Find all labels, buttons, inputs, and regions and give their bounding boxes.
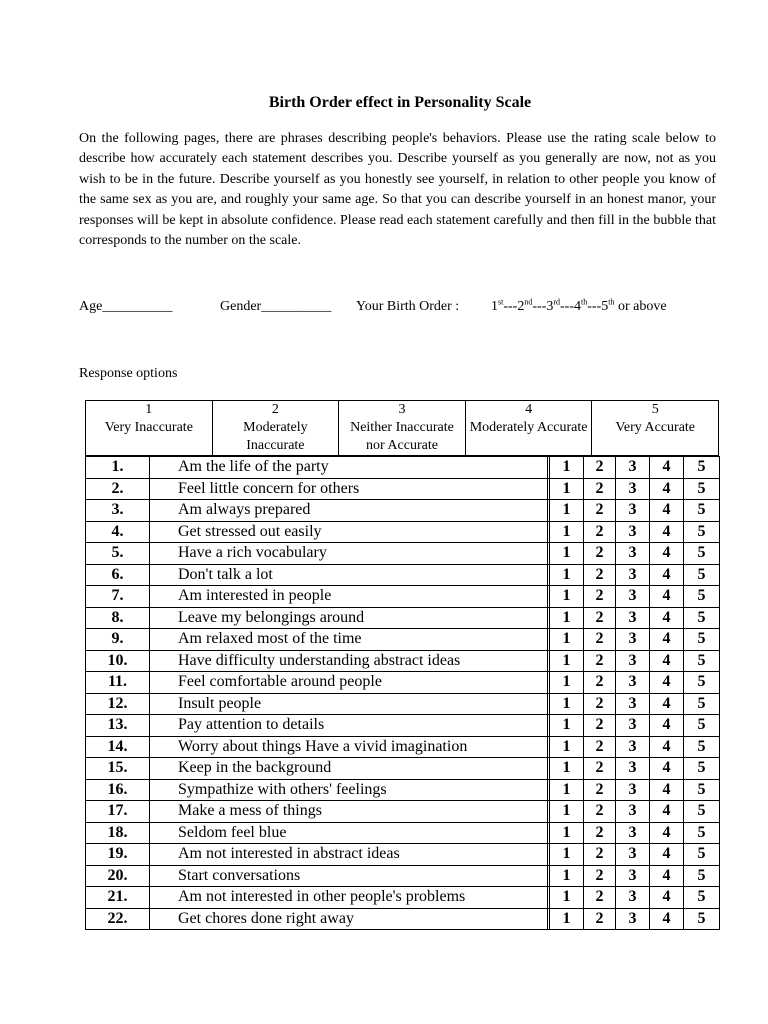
scale-label: Moderately Accurate xyxy=(469,420,588,435)
item-statement: Am always prepared xyxy=(150,500,548,522)
rating-option-5[interactable]: 5 xyxy=(684,779,720,801)
item-statement: Get stressed out easily xyxy=(150,521,548,543)
rating-option-2[interactable]: 2 xyxy=(584,715,616,737)
scale-label: Very Inaccurate xyxy=(104,420,193,435)
table-row xyxy=(86,543,720,565)
items-table xyxy=(85,456,720,930)
rating-option-2[interactable]: 2 xyxy=(584,693,616,715)
item-statement: Am interested in people xyxy=(150,586,548,608)
rating-option-1[interactable]: 1 xyxy=(550,736,584,758)
item-number: 1. xyxy=(86,457,150,479)
rating-option-4[interactable]: 4 xyxy=(650,844,684,866)
birth-order-1: 1 xyxy=(491,299,498,314)
rating-option-1[interactable]: 1 xyxy=(550,543,584,565)
rating-option-1[interactable]: 1 xyxy=(550,629,584,651)
rating-option-3[interactable]: 3 xyxy=(616,500,650,522)
rating-option-2[interactable]: 2 xyxy=(584,887,616,909)
table-row xyxy=(86,521,720,543)
rating-option-1[interactable]: 1 xyxy=(550,521,584,543)
item-number: 13. xyxy=(86,715,150,737)
rating-option-3[interactable]: 3 xyxy=(616,693,650,715)
rating-option-1[interactable]: 1 xyxy=(550,457,584,479)
gender-field[interactable]: Gender__________ xyxy=(220,299,332,314)
rating-option-4[interactable]: 4 xyxy=(650,693,684,715)
item-statement: Pay attention to details xyxy=(150,715,548,737)
table-row xyxy=(86,865,720,887)
scale-option xyxy=(592,401,719,456)
table-row xyxy=(86,672,720,694)
birth-order-2-suffix: nd xyxy=(524,297,533,307)
scale-option xyxy=(212,401,339,456)
rating-option-5[interactable]: 5 xyxy=(684,650,720,672)
rating-option-1[interactable]: 1 xyxy=(550,822,584,844)
rating-option-5[interactable]: 5 xyxy=(684,500,720,522)
rating-option-3[interactable]: 3 xyxy=(616,521,650,543)
rating-option-5[interactable]: 5 xyxy=(684,586,720,608)
item-number: 7. xyxy=(86,586,150,608)
rating-option-2[interactable]: 2 xyxy=(584,500,616,522)
table-row xyxy=(86,887,720,909)
birth-order-1-suffix: st xyxy=(498,297,504,307)
item-statement: Get chores done right away xyxy=(150,908,548,930)
scale-number: 2 xyxy=(271,402,279,417)
birth-order-label: Your Birth Order : xyxy=(356,299,460,314)
rating-option-5[interactable]: 5 xyxy=(684,865,720,887)
rating-option-2[interactable]: 2 xyxy=(584,607,616,629)
rating-option-4[interactable]: 4 xyxy=(650,672,684,694)
rating-option-3[interactable]: 3 xyxy=(616,844,650,866)
item-statement: Feel little concern for others xyxy=(150,478,548,500)
table-row xyxy=(86,629,720,651)
response-scale-table xyxy=(85,400,719,456)
birth-order-separator: --- xyxy=(587,299,602,314)
rating-option-3[interactable]: 3 xyxy=(616,715,650,737)
birth-order-3-suffix: rd xyxy=(553,297,561,307)
rating-option-3[interactable]: 3 xyxy=(616,543,650,565)
scale-option xyxy=(465,401,592,456)
rating-option-4[interactable]: 4 xyxy=(650,478,684,500)
rating-option-3[interactable]: 3 xyxy=(616,672,650,694)
table-row xyxy=(86,801,720,823)
rating-option-2[interactable]: 2 xyxy=(584,779,616,801)
scale-number: 3 xyxy=(398,402,406,417)
rating-option-4[interactable]: 4 xyxy=(650,801,684,823)
item-number: 4. xyxy=(86,521,150,543)
scale-label: Moderately Inaccurate xyxy=(243,420,308,453)
birth-order-separator: --- xyxy=(560,299,575,314)
rating-option-4[interactable]: 4 xyxy=(650,715,684,737)
table-row xyxy=(86,650,720,672)
respondent-fields xyxy=(0,299,768,319)
response-options-label: Response options xyxy=(79,366,178,381)
scale-number: 4 xyxy=(525,402,533,417)
rating-option-5[interactable]: 5 xyxy=(684,715,720,737)
item-statement: Worry about things Have a vivid imagination xyxy=(150,736,548,758)
item-number: 2. xyxy=(86,478,150,500)
item-statement: Feel comfortable around people xyxy=(150,672,548,694)
rating-option-4[interactable]: 4 xyxy=(650,500,684,522)
table-row xyxy=(86,715,720,737)
rating-option-2[interactable]: 2 xyxy=(584,672,616,694)
rating-option-3[interactable]: 3 xyxy=(616,779,650,801)
rating-option-5[interactable]: 5 xyxy=(684,672,720,694)
page-title: Birth Order effect in Personality Scale xyxy=(268,94,532,111)
rating-option-1[interactable]: 1 xyxy=(550,607,584,629)
rating-option-1[interactable]: 1 xyxy=(550,672,584,694)
rating-option-3[interactable]: 3 xyxy=(616,822,650,844)
item-number: 22. xyxy=(86,908,150,930)
rating-option-2[interactable]: 2 xyxy=(584,629,616,651)
rating-option-2[interactable]: 2 xyxy=(584,736,616,758)
birth-order-tail: or above xyxy=(614,299,667,314)
scale-label: Neither Inaccurate nor Accurate xyxy=(350,420,454,453)
item-statement: Am not interested in other people's problems xyxy=(150,887,548,909)
table-row xyxy=(86,908,720,930)
rating-option-5[interactable]: 5 xyxy=(684,844,720,866)
rating-option-5[interactable]: 5 xyxy=(684,564,720,586)
rating-option-2[interactable]: 2 xyxy=(584,457,616,479)
rating-option-1[interactable]: 1 xyxy=(550,693,584,715)
rating-option-2[interactable]: 2 xyxy=(584,801,616,823)
rating-option-3[interactable]: 3 xyxy=(616,478,650,500)
rating-option-3[interactable]: 3 xyxy=(616,736,650,758)
table-row xyxy=(86,500,720,522)
item-number: 19. xyxy=(86,844,150,866)
item-statement: Am relaxed most of the time xyxy=(150,629,548,651)
age-field[interactable]: Age__________ xyxy=(79,299,173,314)
rating-option-4[interactable]: 4 xyxy=(650,822,684,844)
rating-option-3[interactable]: 3 xyxy=(616,457,650,479)
item-number: 16. xyxy=(86,779,150,801)
item-number: 14. xyxy=(86,736,150,758)
rating-option-5[interactable]: 5 xyxy=(684,801,720,823)
scale-option xyxy=(339,401,466,456)
response-scale-row xyxy=(86,401,719,456)
birth-order-3: 3 xyxy=(546,299,554,314)
rating-option-4[interactable]: 4 xyxy=(650,908,684,930)
rating-option-1[interactable]: 1 xyxy=(550,586,584,608)
rating-option-5[interactable]: 5 xyxy=(684,521,720,543)
item-statement: Am not interested in abstract ideas xyxy=(150,844,548,866)
rating-option-3[interactable]: 3 xyxy=(616,887,650,909)
item-statement: Have difficulty understanding abstract ideas xyxy=(150,650,548,672)
item-number: 8. xyxy=(86,607,150,629)
rating-option-2[interactable]: 2 xyxy=(584,478,616,500)
rating-option-4[interactable]: 4 xyxy=(650,865,684,887)
birth-order-separator: --- xyxy=(532,299,547,314)
rating-option-2[interactable]: 2 xyxy=(584,758,616,780)
item-number: 5. xyxy=(86,543,150,565)
rating-option-1[interactable]: 1 xyxy=(550,908,584,930)
scale-number: 1 xyxy=(145,402,153,417)
item-number: 15. xyxy=(86,758,150,780)
birth-order-5: 5 xyxy=(601,299,609,314)
rating-option-3[interactable]: 3 xyxy=(616,586,650,608)
rating-option-5[interactable]: 5 xyxy=(684,758,720,780)
item-statement: Sympathize with others' feelings xyxy=(150,779,548,801)
table-row xyxy=(86,693,720,715)
table-row xyxy=(86,736,720,758)
rating-option-5[interactable]: 5 xyxy=(684,822,720,844)
rating-option-3[interactable]: 3 xyxy=(616,650,650,672)
item-statement: Don't talk a lot xyxy=(150,564,548,586)
rating-option-3[interactable]: 3 xyxy=(616,865,650,887)
rating-option-3[interactable]: 3 xyxy=(616,801,650,823)
table-row xyxy=(86,564,720,586)
rating-option-3[interactable]: 3 xyxy=(616,758,650,780)
rating-option-1[interactable]: 1 xyxy=(550,758,584,780)
table-row xyxy=(86,607,720,629)
rating-option-2[interactable]: 2 xyxy=(584,521,616,543)
rating-option-5[interactable]: 5 xyxy=(684,543,720,565)
rating-option-2[interactable]: 2 xyxy=(584,844,616,866)
scale-number: 5 xyxy=(651,402,659,417)
rating-option-4[interactable]: 4 xyxy=(650,736,684,758)
rating-option-4[interactable]: 4 xyxy=(650,564,684,586)
rating-option-3[interactable]: 3 xyxy=(616,564,650,586)
rating-option-1[interactable]: 1 xyxy=(550,801,584,823)
table-row xyxy=(86,822,720,844)
table-row xyxy=(86,844,720,866)
item-number: 3. xyxy=(86,500,150,522)
birth-order-4: 4 xyxy=(574,299,582,314)
birth-order-4-suffix: th xyxy=(581,297,588,307)
item-statement: Start conversations xyxy=(150,865,548,887)
table-row xyxy=(86,478,720,500)
item-number: 11. xyxy=(86,672,150,694)
birth-order-separator: --- xyxy=(503,299,518,314)
rating-option-3[interactable]: 3 xyxy=(616,607,650,629)
rating-option-1[interactable]: 1 xyxy=(550,779,584,801)
rating-option-4[interactable]: 4 xyxy=(650,543,684,565)
item-number: 18. xyxy=(86,822,150,844)
item-statement: Make a mess of things xyxy=(150,801,548,823)
item-number: 21. xyxy=(86,887,150,909)
rating-option-2[interactable]: 2 xyxy=(584,586,616,608)
items-body xyxy=(86,457,720,930)
rating-option-4[interactable]: 4 xyxy=(650,650,684,672)
item-statement: Seldom feel blue xyxy=(150,822,548,844)
rating-option-1[interactable]: 1 xyxy=(550,478,584,500)
rating-option-2[interactable]: 2 xyxy=(584,650,616,672)
rating-option-4[interactable]: 4 xyxy=(650,887,684,909)
scale-label: Very Accurate xyxy=(615,420,696,435)
rating-option-1[interactable]: 1 xyxy=(550,887,584,909)
rating-option-2[interactable]: 2 xyxy=(584,865,616,887)
table-row xyxy=(86,758,720,780)
item-statement: Keep in the background xyxy=(150,758,548,780)
item-number: 12. xyxy=(86,693,150,715)
item-statement: Have a rich vocabulary xyxy=(150,543,548,565)
table-row xyxy=(86,586,720,608)
item-number: 9. xyxy=(86,629,150,651)
item-statement: Leave my belongings around xyxy=(150,607,548,629)
rating-option-5[interactable]: 5 xyxy=(684,629,720,651)
rating-option-2[interactable]: 2 xyxy=(584,564,616,586)
item-number: 20. xyxy=(86,865,150,887)
rating-option-1[interactable]: 1 xyxy=(550,715,584,737)
table-row xyxy=(86,457,720,479)
birth-order-options[interactable] xyxy=(491,299,667,315)
item-number: 10. xyxy=(86,650,150,672)
item-number: 6. xyxy=(86,564,150,586)
rating-option-3[interactable]: 3 xyxy=(616,908,650,930)
rating-option-5[interactable]: 5 xyxy=(684,736,720,758)
birth-order-2: 2 xyxy=(517,299,525,314)
rating-option-1[interactable]: 1 xyxy=(550,650,584,672)
rating-option-3[interactable]: 3 xyxy=(616,629,650,651)
rating-option-1[interactable]: 1 xyxy=(550,500,584,522)
rating-option-4[interactable]: 4 xyxy=(650,521,684,543)
rating-option-4[interactable]: 4 xyxy=(650,607,684,629)
rating-option-2[interactable]: 2 xyxy=(584,908,616,930)
item-statement: Insult people xyxy=(150,693,548,715)
rating-option-1[interactable]: 1 xyxy=(550,844,584,866)
rating-option-1[interactable]: 1 xyxy=(550,865,584,887)
rating-option-4[interactable]: 4 xyxy=(650,586,684,608)
item-number: 17. xyxy=(86,801,150,823)
rating-option-4[interactable]: 4 xyxy=(650,758,684,780)
rating-option-5[interactable]: 5 xyxy=(684,478,720,500)
rating-option-4[interactable]: 4 xyxy=(650,779,684,801)
instructions-paragraph: On the following pages, there are phrases describing people's behaviors. Please use the rating scale below to describe how accurately each statement describes you. Describe yourself as you generally are now, not as you wish to be in the future. Describe yourself as you honestly see yourself, in relation to other people you know of the same sex as you are, and roughly your same age. So that you can describe yourself in an honest manor, your responses will be kept in absolute confidence. Please read each statement carefully and then fill in the bubble that corresponds to the number on the scale. xyxy=(79,131,716,249)
rating-option-1[interactable]: 1 xyxy=(550,564,584,586)
rating-option-5[interactable]: 5 xyxy=(684,693,720,715)
rating-option-4[interactable]: 4 xyxy=(650,457,684,479)
rating-option-2[interactable]: 2 xyxy=(584,543,616,565)
table-row xyxy=(86,779,720,801)
rating-option-5[interactable]: 5 xyxy=(684,607,720,629)
rating-option-5[interactable]: 5 xyxy=(684,887,720,909)
rating-option-5[interactable]: 5 xyxy=(684,908,720,930)
rating-option-4[interactable]: 4 xyxy=(650,629,684,651)
scale-option xyxy=(86,401,213,456)
birth-order-5-suffix: th xyxy=(608,297,615,307)
rating-option-2[interactable]: 2 xyxy=(584,822,616,844)
item-statement: Am the life of the party xyxy=(150,457,548,479)
rating-option-5[interactable]: 5 xyxy=(684,457,720,479)
